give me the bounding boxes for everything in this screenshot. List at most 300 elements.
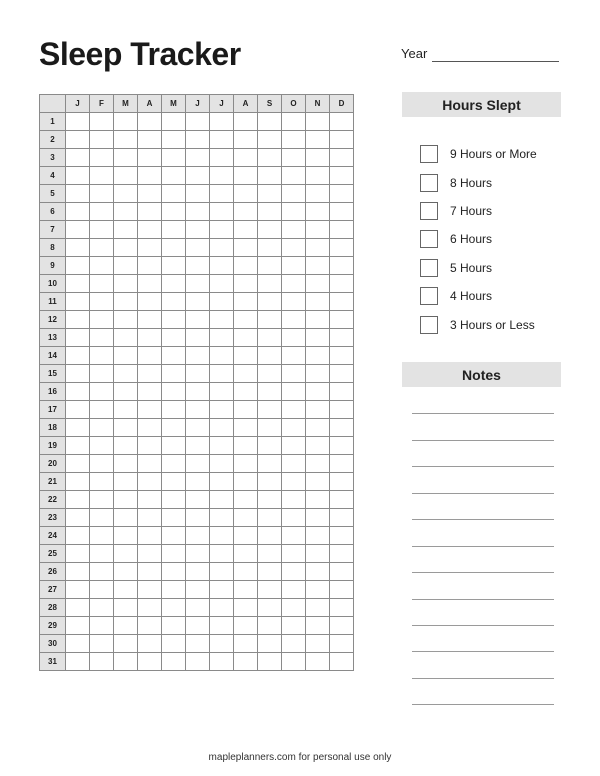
sleep-cell[interactable] [306, 509, 330, 527]
sleep-cell[interactable] [330, 581, 354, 599]
sleep-cell[interactable] [282, 131, 306, 149]
sleep-cell[interactable] [114, 635, 138, 653]
sleep-cell[interactable] [186, 185, 210, 203]
sleep-cell[interactable] [306, 545, 330, 563]
sleep-cell[interactable] [90, 401, 114, 419]
sleep-cell[interactable] [210, 203, 234, 221]
sleep-cell[interactable] [90, 617, 114, 635]
sleep-cell[interactable] [258, 545, 282, 563]
sleep-cell[interactable] [66, 401, 90, 419]
sleep-cell[interactable] [66, 599, 90, 617]
sleep-cell[interactable] [306, 563, 330, 581]
sleep-cell[interactable] [210, 365, 234, 383]
sleep-cell[interactable] [330, 131, 354, 149]
sleep-cell[interactable] [66, 419, 90, 437]
sleep-cell[interactable] [114, 473, 138, 491]
sleep-cell[interactable] [138, 419, 162, 437]
sleep-cell[interactable] [234, 581, 258, 599]
sleep-cell[interactable] [282, 581, 306, 599]
sleep-cell[interactable] [90, 311, 114, 329]
sleep-cell[interactable] [282, 293, 306, 311]
sleep-cell[interactable] [162, 653, 186, 671]
sleep-cell[interactable] [330, 293, 354, 311]
sleep-cell[interactable] [234, 185, 258, 203]
sleep-cell[interactable] [162, 131, 186, 149]
sleep-cell[interactable] [210, 131, 234, 149]
sleep-cell[interactable] [210, 401, 234, 419]
sleep-cell[interactable] [234, 293, 258, 311]
sleep-cell[interactable] [210, 491, 234, 509]
sleep-cell[interactable] [258, 455, 282, 473]
sleep-cell[interactable] [138, 473, 162, 491]
sleep-cell[interactable] [210, 473, 234, 491]
sleep-cell[interactable] [138, 221, 162, 239]
color-key-box[interactable] [420, 287, 438, 305]
sleep-cell[interactable] [186, 203, 210, 221]
sleep-cell[interactable] [114, 617, 138, 635]
sleep-cell[interactable] [162, 167, 186, 185]
sleep-cell[interactable] [330, 527, 354, 545]
sleep-cell[interactable] [66, 527, 90, 545]
sleep-cell[interactable] [90, 437, 114, 455]
sleep-cell[interactable] [90, 527, 114, 545]
sleep-cell[interactable] [138, 329, 162, 347]
sleep-cell[interactable] [282, 419, 306, 437]
sleep-cell[interactable] [234, 473, 258, 491]
sleep-cell[interactable] [138, 275, 162, 293]
sleep-cell[interactable] [258, 581, 282, 599]
sleep-cell[interactable] [282, 383, 306, 401]
sleep-cell[interactable] [234, 203, 258, 221]
sleep-cell[interactable] [186, 527, 210, 545]
sleep-cell[interactable] [330, 203, 354, 221]
sleep-cell[interactable] [114, 653, 138, 671]
sleep-cell[interactable] [234, 329, 258, 347]
sleep-cell[interactable] [306, 293, 330, 311]
sleep-cell[interactable] [66, 365, 90, 383]
sleep-cell[interactable] [258, 419, 282, 437]
sleep-cell[interactable] [66, 347, 90, 365]
sleep-cell[interactable] [234, 509, 258, 527]
sleep-cell[interactable] [90, 329, 114, 347]
sleep-cell[interactable] [306, 437, 330, 455]
sleep-cell[interactable] [90, 545, 114, 563]
sleep-cell[interactable] [330, 149, 354, 167]
sleep-cell[interactable] [114, 203, 138, 221]
sleep-cell[interactable] [186, 545, 210, 563]
color-key-box[interactable] [420, 316, 438, 334]
sleep-cell[interactable] [90, 653, 114, 671]
sleep-cell[interactable] [258, 203, 282, 221]
sleep-cell[interactable] [258, 365, 282, 383]
sleep-cell[interactable] [306, 203, 330, 221]
note-line[interactable] [412, 467, 554, 493]
sleep-cell[interactable] [258, 383, 282, 401]
sleep-cell[interactable] [90, 365, 114, 383]
sleep-cell[interactable] [162, 437, 186, 455]
sleep-cell[interactable] [66, 203, 90, 221]
sleep-cell[interactable] [282, 491, 306, 509]
sleep-cell[interactable] [210, 239, 234, 257]
sleep-cell[interactable] [330, 437, 354, 455]
sleep-cell[interactable] [282, 275, 306, 293]
sleep-cell[interactable] [234, 617, 258, 635]
sleep-cell[interactable] [306, 347, 330, 365]
sleep-cell[interactable] [90, 491, 114, 509]
sleep-cell[interactable] [90, 185, 114, 203]
sleep-cell[interactable] [114, 365, 138, 383]
sleep-cell[interactable] [114, 131, 138, 149]
sleep-cell[interactable] [90, 581, 114, 599]
sleep-cell[interactable] [138, 239, 162, 257]
sleep-cell[interactable] [162, 257, 186, 275]
sleep-cell[interactable] [306, 275, 330, 293]
sleep-cell[interactable] [282, 365, 306, 383]
sleep-cell[interactable] [186, 275, 210, 293]
sleep-cell[interactable] [234, 437, 258, 455]
sleep-cell[interactable] [162, 527, 186, 545]
sleep-cell[interactable] [234, 113, 258, 131]
sleep-cell[interactable] [90, 221, 114, 239]
sleep-cell[interactable] [282, 599, 306, 617]
sleep-cell[interactable] [258, 167, 282, 185]
color-key-box[interactable] [420, 230, 438, 248]
sleep-cell[interactable] [330, 401, 354, 419]
sleep-cell[interactable] [90, 473, 114, 491]
sleep-cell[interactable] [258, 563, 282, 581]
sleep-cell[interactable] [66, 293, 90, 311]
sleep-cell[interactable] [162, 491, 186, 509]
sleep-cell[interactable] [114, 347, 138, 365]
sleep-cell[interactable] [282, 635, 306, 653]
sleep-cell[interactable] [186, 653, 210, 671]
sleep-cell[interactable] [186, 149, 210, 167]
sleep-cell[interactable] [258, 437, 282, 455]
color-key-box[interactable] [420, 259, 438, 277]
sleep-cell[interactable] [138, 383, 162, 401]
sleep-cell[interactable] [234, 131, 258, 149]
note-line[interactable] [412, 414, 554, 440]
sleep-cell[interactable] [282, 167, 306, 185]
sleep-cell[interactable] [210, 437, 234, 455]
sleep-cell[interactable] [258, 149, 282, 167]
sleep-cell[interactable] [138, 401, 162, 419]
note-line[interactable] [412, 388, 554, 414]
sleep-cell[interactable] [210, 509, 234, 527]
sleep-cell[interactable] [114, 275, 138, 293]
sleep-cell[interactable] [66, 473, 90, 491]
sleep-cell[interactable] [66, 167, 90, 185]
sleep-cell[interactable] [66, 437, 90, 455]
sleep-cell[interactable] [234, 365, 258, 383]
sleep-cell[interactable] [234, 221, 258, 239]
sleep-cell[interactable] [234, 419, 258, 437]
sleep-cell[interactable] [306, 365, 330, 383]
sleep-cell[interactable] [138, 617, 162, 635]
sleep-cell[interactable] [258, 293, 282, 311]
sleep-cell[interactable] [162, 563, 186, 581]
sleep-cell[interactable] [162, 545, 186, 563]
sleep-cell[interactable] [114, 221, 138, 239]
sleep-cell[interactable] [306, 527, 330, 545]
sleep-cell[interactable] [162, 329, 186, 347]
sleep-cell[interactable] [306, 401, 330, 419]
sleep-cell[interactable] [306, 257, 330, 275]
sleep-cell[interactable] [210, 455, 234, 473]
sleep-cell[interactable] [282, 563, 306, 581]
sleep-cell[interactable] [66, 383, 90, 401]
sleep-cell[interactable] [138, 311, 162, 329]
sleep-cell[interactable] [258, 653, 282, 671]
sleep-cell[interactable] [114, 113, 138, 131]
sleep-cell[interactable] [186, 599, 210, 617]
sleep-cell[interactable] [138, 167, 162, 185]
sleep-cell[interactable] [162, 455, 186, 473]
sleep-cell[interactable] [162, 221, 186, 239]
sleep-cell[interactable] [114, 455, 138, 473]
sleep-cell[interactable] [306, 617, 330, 635]
sleep-cell[interactable] [186, 257, 210, 275]
sleep-cell[interactable] [330, 635, 354, 653]
sleep-cell[interactable] [114, 491, 138, 509]
sleep-cell[interactable] [258, 239, 282, 257]
sleep-cell[interactable] [234, 653, 258, 671]
sleep-cell[interactable] [330, 311, 354, 329]
sleep-cell[interactable] [306, 311, 330, 329]
sleep-cell[interactable] [258, 635, 282, 653]
sleep-cell[interactable] [90, 347, 114, 365]
sleep-cell[interactable] [282, 653, 306, 671]
sleep-cell[interactable] [306, 419, 330, 437]
sleep-cell[interactable] [90, 149, 114, 167]
sleep-cell[interactable] [66, 275, 90, 293]
note-line[interactable] [412, 573, 554, 599]
sleep-cell[interactable] [162, 635, 186, 653]
sleep-cell[interactable] [66, 509, 90, 527]
sleep-cell[interactable] [210, 563, 234, 581]
sleep-cell[interactable] [66, 131, 90, 149]
sleep-cell[interactable] [66, 653, 90, 671]
sleep-cell[interactable] [138, 653, 162, 671]
color-key-box[interactable] [420, 174, 438, 192]
sleep-cell[interactable] [282, 401, 306, 419]
sleep-cell[interactable] [330, 257, 354, 275]
sleep-cell[interactable] [186, 239, 210, 257]
sleep-cell[interactable] [210, 113, 234, 131]
sleep-cell[interactable] [186, 617, 210, 635]
sleep-cell[interactable] [90, 599, 114, 617]
sleep-cell[interactable] [330, 419, 354, 437]
sleep-cell[interactable] [114, 383, 138, 401]
sleep-cell[interactable] [114, 401, 138, 419]
year-field[interactable] [401, 46, 559, 64]
sleep-cell[interactable] [138, 113, 162, 131]
sleep-cell[interactable] [162, 239, 186, 257]
sleep-cell[interactable] [90, 113, 114, 131]
sleep-cell[interactable] [114, 149, 138, 167]
sleep-cell[interactable] [330, 221, 354, 239]
sleep-cell[interactable] [66, 329, 90, 347]
sleep-cell[interactable] [138, 185, 162, 203]
sleep-cell[interactable] [162, 185, 186, 203]
sleep-cell[interactable] [114, 329, 138, 347]
sleep-cell[interactable] [210, 257, 234, 275]
sleep-cell[interactable] [234, 239, 258, 257]
sleep-cell[interactable] [90, 257, 114, 275]
sleep-cell[interactable] [90, 455, 114, 473]
sleep-cell[interactable] [138, 293, 162, 311]
sleep-cell[interactable] [234, 401, 258, 419]
sleep-cell[interactable] [66, 221, 90, 239]
sleep-cell[interactable] [306, 113, 330, 131]
sleep-cell[interactable] [186, 329, 210, 347]
sleep-cell[interactable] [138, 635, 162, 653]
note-line[interactable] [412, 547, 554, 573]
sleep-cell[interactable] [90, 131, 114, 149]
sleep-cell[interactable] [138, 509, 162, 527]
sleep-cell[interactable] [186, 635, 210, 653]
sleep-cell[interactable] [234, 545, 258, 563]
sleep-cell[interactable] [138, 527, 162, 545]
sleep-cell[interactable] [210, 545, 234, 563]
sleep-cell[interactable] [186, 131, 210, 149]
sleep-cell[interactable] [186, 365, 210, 383]
sleep-cell[interactable] [330, 653, 354, 671]
sleep-cell[interactable] [138, 599, 162, 617]
sleep-cell[interactable] [330, 509, 354, 527]
sleep-cell[interactable] [162, 149, 186, 167]
note-line[interactable] [412, 441, 554, 467]
sleep-cell[interactable] [66, 617, 90, 635]
sleep-cell[interactable] [258, 113, 282, 131]
sleep-cell[interactable] [138, 455, 162, 473]
sleep-cell[interactable] [138, 437, 162, 455]
sleep-cell[interactable] [114, 563, 138, 581]
sleep-cell[interactable] [90, 419, 114, 437]
sleep-cell[interactable] [258, 599, 282, 617]
sleep-cell[interactable] [306, 455, 330, 473]
sleep-cell[interactable] [90, 275, 114, 293]
sleep-cell[interactable] [186, 509, 210, 527]
sleep-cell[interactable] [330, 617, 354, 635]
sleep-cell[interactable] [306, 239, 330, 257]
sleep-cell[interactable] [306, 167, 330, 185]
sleep-cell[interactable] [282, 185, 306, 203]
sleep-cell[interactable] [330, 185, 354, 203]
sleep-cell[interactable] [330, 545, 354, 563]
sleep-cell[interactable] [282, 221, 306, 239]
sleep-cell[interactable] [282, 437, 306, 455]
sleep-cell[interactable] [138, 257, 162, 275]
sleep-cell[interactable] [330, 113, 354, 131]
sleep-cell[interactable] [258, 221, 282, 239]
sleep-cell[interactable] [186, 491, 210, 509]
sleep-cell[interactable] [162, 599, 186, 617]
sleep-cell[interactable] [330, 473, 354, 491]
sleep-cell[interactable] [162, 311, 186, 329]
year-line[interactable] [432, 61, 559, 62]
sleep-cell[interactable] [234, 275, 258, 293]
sleep-cell[interactable] [306, 473, 330, 491]
sleep-cell[interactable] [138, 149, 162, 167]
sleep-cell[interactable] [162, 365, 186, 383]
sleep-cell[interactable] [114, 437, 138, 455]
sleep-cell[interactable] [330, 599, 354, 617]
sleep-cell[interactable] [138, 131, 162, 149]
sleep-cell[interactable] [330, 239, 354, 257]
sleep-cell[interactable] [66, 491, 90, 509]
sleep-cell[interactable] [282, 203, 306, 221]
sleep-cell[interactable] [258, 329, 282, 347]
sleep-cell[interactable] [234, 491, 258, 509]
sleep-cell[interactable] [114, 599, 138, 617]
note-line[interactable] [412, 679, 554, 705]
sleep-cell[interactable] [90, 383, 114, 401]
sleep-cell[interactable] [282, 527, 306, 545]
sleep-cell[interactable] [162, 509, 186, 527]
sleep-cell[interactable] [66, 257, 90, 275]
sleep-cell[interactable] [66, 185, 90, 203]
sleep-cell[interactable] [282, 617, 306, 635]
note-line[interactable] [412, 494, 554, 520]
sleep-cell[interactable] [210, 383, 234, 401]
sleep-cell[interactable] [186, 563, 210, 581]
sleep-cell[interactable] [282, 347, 306, 365]
sleep-cell[interactable] [210, 167, 234, 185]
sleep-cell[interactable] [114, 239, 138, 257]
sleep-cell[interactable] [114, 293, 138, 311]
sleep-cell[interactable] [114, 419, 138, 437]
sleep-cell[interactable] [234, 599, 258, 617]
sleep-cell[interactable] [282, 329, 306, 347]
sleep-cell[interactable] [186, 473, 210, 491]
sleep-cell[interactable] [330, 383, 354, 401]
sleep-cell[interactable] [90, 203, 114, 221]
sleep-cell[interactable] [138, 581, 162, 599]
sleep-cell[interactable] [258, 401, 282, 419]
sleep-cell[interactable] [282, 545, 306, 563]
sleep-cell[interactable] [186, 437, 210, 455]
sleep-cell[interactable] [306, 635, 330, 653]
sleep-cell[interactable] [234, 167, 258, 185]
sleep-cell[interactable] [114, 581, 138, 599]
sleep-cell[interactable] [114, 257, 138, 275]
note-line[interactable] [412, 626, 554, 652]
sleep-cell[interactable] [282, 455, 306, 473]
sleep-cell[interactable] [138, 545, 162, 563]
sleep-cell[interactable] [114, 311, 138, 329]
sleep-cell[interactable] [306, 491, 330, 509]
sleep-cell[interactable] [162, 275, 186, 293]
sleep-cell[interactable] [186, 419, 210, 437]
sleep-cell[interactable] [282, 257, 306, 275]
sleep-cell[interactable] [138, 491, 162, 509]
sleep-cell[interactable] [330, 167, 354, 185]
color-key-box[interactable] [420, 202, 438, 220]
sleep-cell[interactable] [162, 581, 186, 599]
sleep-cell[interactable] [258, 617, 282, 635]
sleep-cell[interactable] [66, 635, 90, 653]
sleep-cell[interactable] [210, 653, 234, 671]
sleep-cell[interactable] [234, 527, 258, 545]
sleep-cell[interactable] [258, 473, 282, 491]
sleep-cell[interactable] [90, 239, 114, 257]
sleep-cell[interactable] [258, 491, 282, 509]
sleep-cell[interactable] [258, 257, 282, 275]
sleep-cell[interactable] [306, 599, 330, 617]
sleep-cell[interactable] [234, 347, 258, 365]
sleep-cell[interactable] [258, 527, 282, 545]
